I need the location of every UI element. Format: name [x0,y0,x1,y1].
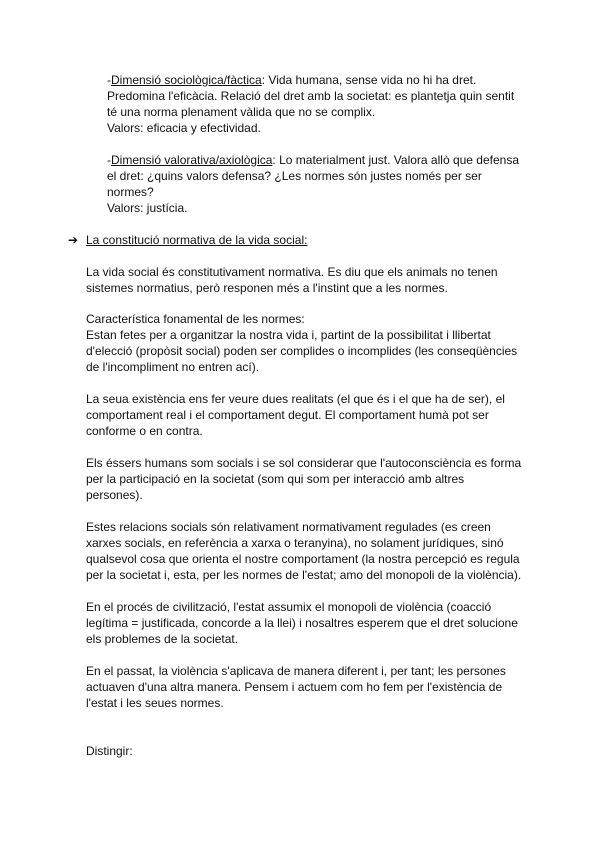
paragraph-5 [86,519,546,583]
arrow-bullet-icon: ➔ [68,233,79,247]
text-line: per la societat i, esta, per les normes de l'estat; amo del monopoli de la violència). [86,568,522,582]
paragraph-2 [86,311,546,375]
text-line: xarxes socials, en referència a xarxa o teranyina), no solament jurídiques, sinó [86,536,504,550]
text-line: d'elecció (propòsit social) poden ser complides o incomplides (les conseqüències [86,344,518,358]
paragraph-3 [86,391,546,439]
dash-prefix: - [107,153,111,167]
text-line: comportament real i el comportament degut. El comportament humà pot ser [86,408,489,422]
dimension-sociological-title-line [107,72,547,88]
text-line: té una norma plenament vàlida que no se complix. [107,105,376,119]
text-line: el dret: ¿quins valors defensa? ¿Les normes són justes només per ser [107,169,482,183]
text-line: Estan fetes per a organitzar la nostra vida i, partint de la possibilitat i llibertat [86,328,491,342]
text-line: Estes relacions socials són relativament normativament regulades (es creen [86,520,491,534]
text-line: l'estat i les seues normes. [86,696,224,710]
dash-prefix: - [107,73,111,87]
text-line: normes? [107,185,154,199]
text-line: persones). [86,488,143,502]
text-line: En el passat, la violència s'aplicava de manera diferent i, per tant; les persones [86,664,506,678]
dimension-valorative [107,152,547,216]
text-line: Els éssers humans som socials i se sol considerar que l'autoconsciència es forma [86,456,522,470]
text-line: En el procés de civilització, l'estat assumix el monopoli de violència (coacció [86,600,492,614]
text-line: de l'incompliment no entren ací). [86,360,260,374]
dimension-sociological [107,72,547,136]
dimension-sociological-intro: : Vida humana, sense vida no hi ha dret. [261,73,477,87]
text-line: actuaven d'una altra manera. Pensem i actuem com ho fem per l'existència de [86,680,503,694]
dimension-valorative-label: Dimensió valorativa/axiològica [111,153,273,167]
dimension-valorative-values: Valors: justícia. [107,201,188,215]
section-heading: La constitució normativa de la vida social: [86,233,308,247]
dimension-sociological-label: Dimensió sociològica/fàctica [111,73,262,87]
paragraph-4 [86,455,546,503]
text-line: Predomina l'eficàcia. Relació del dret amb la societat: es plantetja quin sentit [107,89,515,103]
text-line: La vida social és constitutivament normativa. Es diu que els animals no tenen [86,265,498,279]
dimension-sociological-values: Valors: eficacia y efectividad. [107,121,261,135]
text-line: conforme o en contra. [86,424,203,438]
text-line: legítima = justificada, concorde a la llei) i nosaltres esperem que el dret solucione [86,616,518,630]
text-line: els problemes de la societat. [86,632,239,646]
text-line: sistemes normatius, però responen més a l'instint que a les normes. [86,281,448,295]
paragraph-6 [86,599,546,647]
text-line: per la participació en la societat (som qui som per interacció amb altres [86,472,465,486]
dimension-valorative-title-line [107,152,547,168]
paragraph-8 [86,743,546,759]
paragraph-1 [86,264,546,296]
text-line: Característica fonamental de les normes: [86,312,305,326]
paragraph-7 [86,663,546,711]
text-line: qualsevol cosa que orienta el nostre comportament (la nostra percepció es regula [86,552,520,566]
text-line: Distingir: [86,744,133,758]
dimension-valorative-intro: : Lo materialment just. Valora allò que defensa [272,153,520,167]
text-line: La seua existència ens fer veure dues realitats (el que és i el que ha de ser), el [86,392,505,406]
